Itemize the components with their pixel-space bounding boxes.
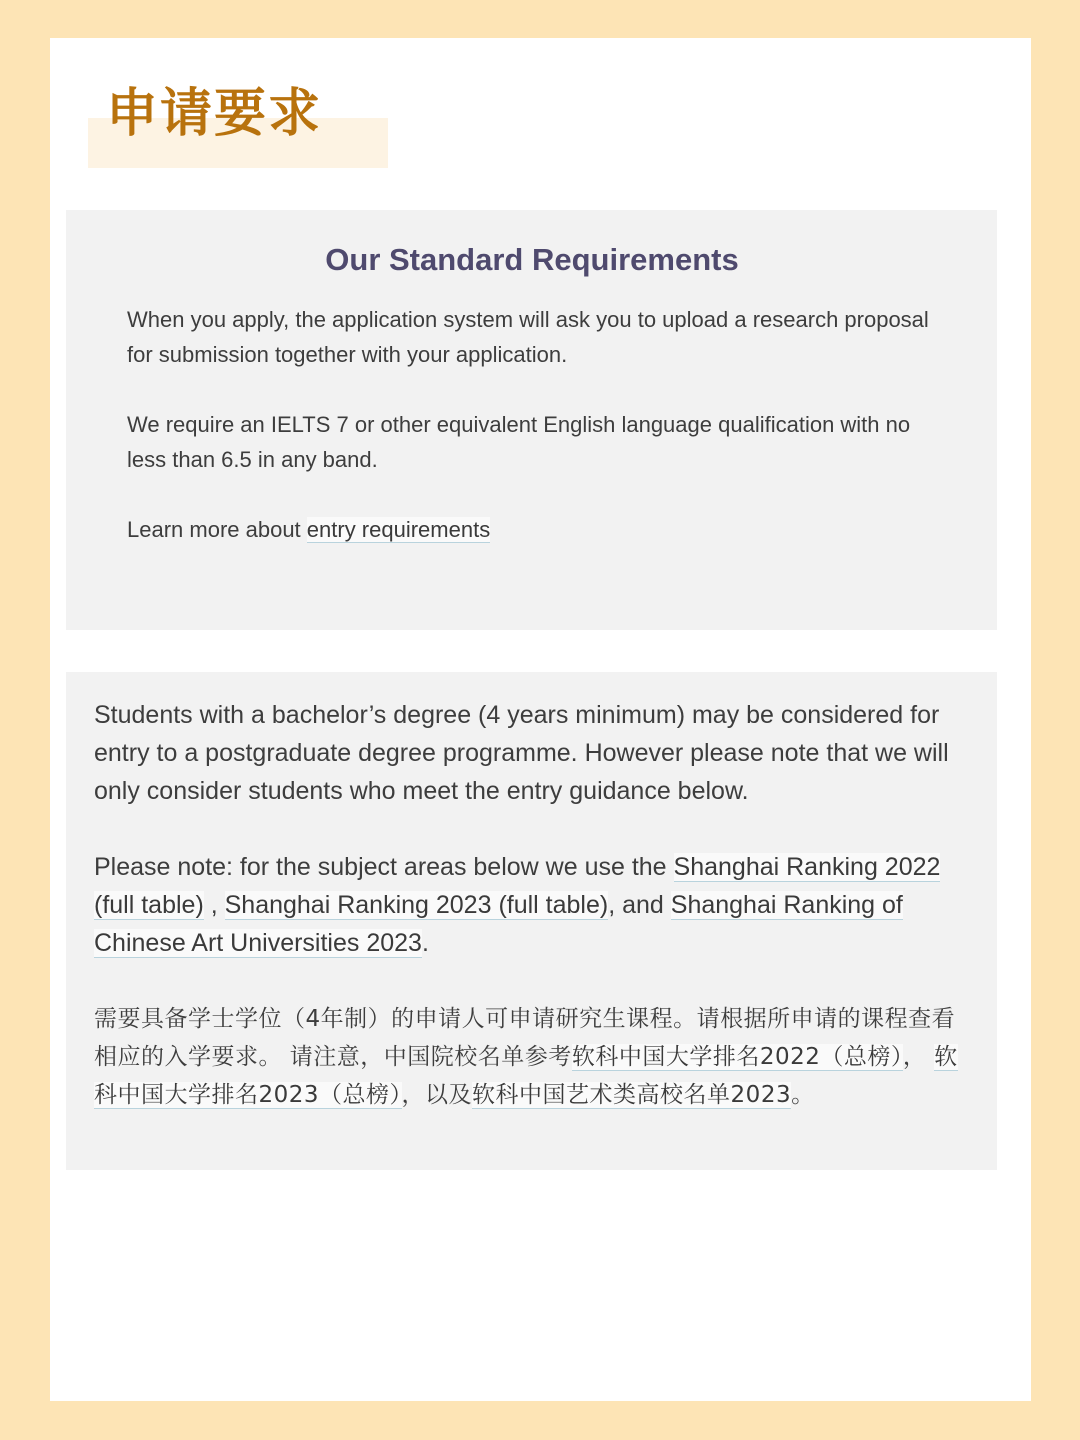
title-block: [88, 84, 323, 144]
chinese-guidance-end: 。: [791, 1082, 815, 1108]
ruanke-ranking-2023-link[interactable]: 软科中国大学排名2023（总榜）: [94, 1044, 958, 1108]
research-proposal-paragraph: When you apply, the application system will ask you to upload a research proposal for submission together with your application.: [127, 307, 929, 367]
learn-more-prefix: Learn more about: [127, 517, 307, 542]
chinese-separator-2: ，以及: [401, 1082, 473, 1108]
page: [50, 38, 1031, 1401]
ranking-separator-2: , and: [608, 891, 671, 919]
entry-guidance-card: [66, 672, 997, 1170]
shanghai-ranking-2023-link[interactable]: Shanghai Ranking 2023 (full table): [224, 891, 609, 919]
bachelor-degree-paragraph: Students with a bachelor’s degree (4 years minimum) may be considered for entry to a postgraduate degree programme. However please note that we will only consider students who meet the entry guidance below.: [94, 701, 949, 805]
standard-requirements-heading: Our Standard Requirements: [325, 242, 739, 277]
ranking-note-paragraph: [94, 848, 969, 962]
ranking-note-prefix: Please note: for the subject areas below we use the: [94, 853, 674, 881]
learn-more-paragraph: [127, 512, 937, 547]
entry-requirements-link[interactable]: entry requirements: [306, 517, 491, 542]
ranking-note-end: .: [421, 929, 429, 957]
ruanke-ranking-2022-link[interactable]: 软科中国大学排名2022（总榜）: [571, 1044, 903, 1070]
ruanke-art-list-link[interactable]: 软科中国艺术类高校名单2023: [472, 1082, 792, 1108]
chinese-separator-1: ，: [902, 1044, 935, 1070]
standard-requirements-card: [66, 210, 997, 630]
chinese-guidance-paragraph: [94, 1000, 969, 1114]
shanghai-ranking-art-link[interactable]: Shanghai Ranking of Chinese Art Universities 2023: [94, 891, 903, 957]
page-title: 申请要求: [106, 84, 323, 144]
shanghai-ranking-2022-link[interactable]: Shanghai Ranking 2022 (full table): [94, 853, 941, 919]
ranking-separator-1: ,: [203, 891, 225, 919]
ielts-paragraph: We require an IELTS 7 or other equivalent English language qualification with no less than 6.5 in any band.: [127, 412, 911, 472]
chinese-guidance-prefix: 需要具备学士学位（4年制）的申请人可申请研究生课程。请根据所申请的课程查看相应的入学要求。 请注意，中国院校名单参考: [94, 1006, 956, 1070]
